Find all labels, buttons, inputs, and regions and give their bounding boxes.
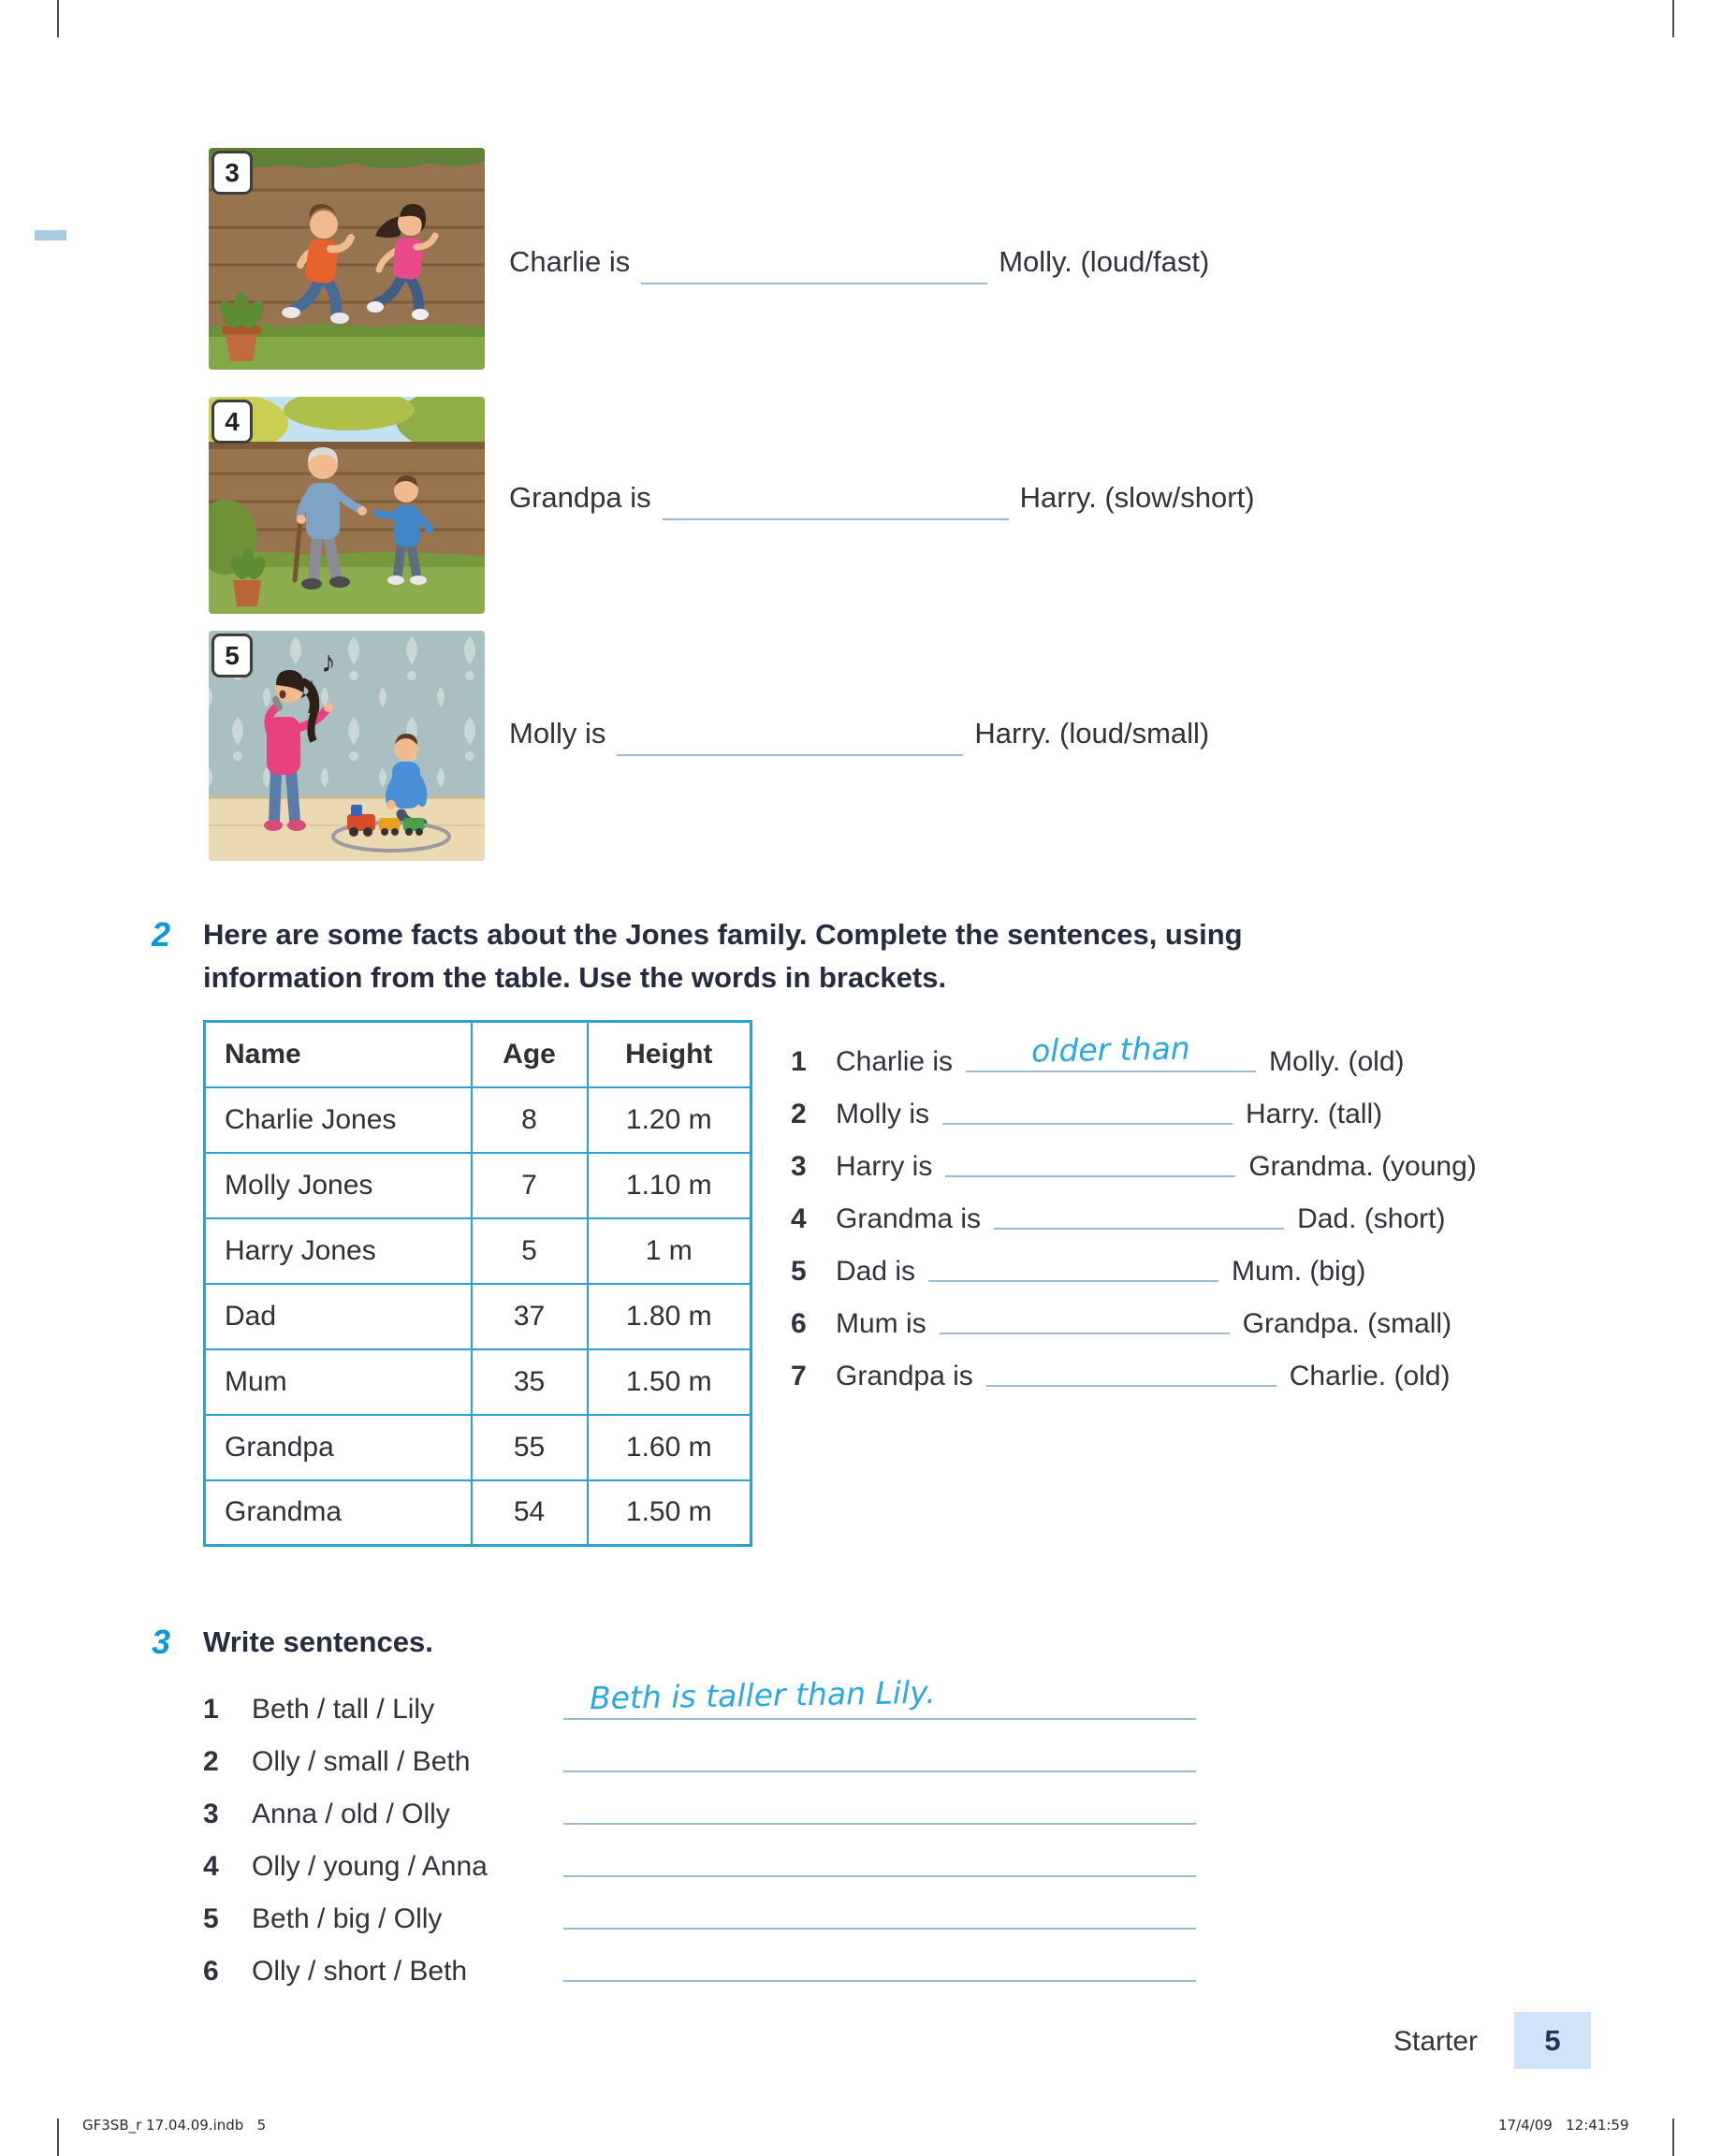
picture-5-number: 5	[225, 640, 240, 670]
item-number: 7	[791, 1361, 807, 1391]
sentence-after-text: Harry. (loud/small)	[974, 717, 1210, 750]
print-info-right: 17/4/09 12:41:59	[1498, 2117, 1629, 2134]
handwritten-answer: older than	[1030, 1029, 1191, 1070]
footer-section-label: Starter	[1393, 2026, 1478, 2057]
picture-5-sentence	[509, 717, 1209, 756]
exercise-2-number: 2	[152, 915, 171, 954]
answer-line-ex3-6[interactable]	[563, 1943, 1196, 1982]
exercise-3-item-1	[203, 1673, 1245, 1726]
picture-5-number-badge	[212, 634, 253, 677]
answer-line-ex3-2[interactable]	[563, 1733, 1196, 1772]
sentence-before-text: Molly is	[836, 1099, 930, 1129]
answer-blank-ex2-2[interactable]	[942, 1087, 1233, 1125]
crop-mark	[57, 0, 59, 37]
item-prompt: Olly / short / Beth	[252, 1956, 468, 1987]
picture-4-sentence	[509, 481, 1255, 520]
item-prompt: Beth / big / Olly	[252, 1903, 443, 1934]
exercise-2-sentences	[791, 1026, 1614, 1392]
picture-5-illustration	[209, 631, 485, 861]
item-number: 4	[791, 1203, 807, 1234]
item-number: 2	[203, 1746, 219, 1777]
answer-blank-ex2-5[interactable]	[928, 1245, 1218, 1282]
sentence-before-text: Harry is	[836, 1151, 933, 1182]
sentence-before-text: Dad is	[836, 1256, 916, 1287]
exercise-2-sentence-3	[791, 1130, 1614, 1183]
item-prompt: Olly / small / Beth	[252, 1746, 471, 1777]
exercise-3-item-3	[203, 1778, 1245, 1830]
exercise-3-item-6	[203, 1935, 1245, 1988]
exercise-2-sentence-6	[791, 1288, 1614, 1340]
item-number: 1	[203, 1694, 219, 1725]
item-number: 3	[791, 1151, 807, 1182]
exercise-2-header	[152, 913, 1243, 999]
handwritten-answer: Beth is taller than Lily.	[589, 1673, 936, 1717]
answer-blank-ex2-6[interactable]	[940, 1297, 1230, 1334]
sentence-after-text: Mum. (big)	[1232, 1256, 1366, 1287]
sentence-before-text: Charlie is	[509, 245, 631, 278]
crop-mark	[1672, 2119, 1674, 2156]
answer-line-ex3-1[interactable]	[563, 1673, 1196, 1720]
table-cell-name: Grandma	[205, 1480, 472, 1546]
table-cell-name: Grandpa	[205, 1415, 472, 1480]
item-prompt: Anna / old / Olly	[252, 1799, 450, 1829]
table-cell-age: 5	[472, 1218, 588, 1284]
exercise-2-sentence-2	[791, 1078, 1614, 1130]
margin-mark	[35, 230, 66, 240]
sentence-after-text: Molly. (loud/fast)	[999, 245, 1210, 278]
item-number: 4	[203, 1851, 219, 1882]
table-cell-height: 1.20 m	[588, 1087, 751, 1153]
sentence-after-text: Harry. (tall)	[1246, 1099, 1383, 1129]
exercise-3-item-4	[203, 1830, 1245, 1883]
item-prompt: Beth / tall / Lily	[252, 1694, 435, 1725]
answer-blank-picture-5[interactable]	[617, 722, 963, 756]
sentence-after-text: Harry. (slow/short)	[1019, 481, 1255, 514]
picture-4-number-badge	[212, 400, 253, 444]
picture-4-illustration	[209, 397, 485, 614]
table-header-age: Age	[472, 1022, 588, 1087]
table-cell-height: 1.10 m	[588, 1153, 751, 1218]
crop-mark	[1672, 0, 1674, 37]
answer-line-ex3-4[interactable]	[563, 1838, 1196, 1877]
exercise-2-instructions-line-1: Here are some facts about the Jones family. Complete the sentences, using	[203, 918, 1243, 951]
table-cell-height: 1.60 m	[588, 1415, 751, 1480]
sentence-before-text: Molly is	[509, 717, 606, 750]
table-row	[205, 1218, 751, 1284]
exercise-3-items	[203, 1673, 1245, 1988]
table-cell-age: 35	[472, 1349, 588, 1415]
exercise-3-item-2	[203, 1726, 1245, 1778]
exercise-2-sentence-4	[791, 1183, 1614, 1235]
table-cell-height: 1.50 m	[588, 1480, 751, 1546]
answer-blank-ex2-7[interactable]	[986, 1349, 1276, 1387]
exercise-3-item-5	[203, 1883, 1245, 1935]
picture-3-illustration	[209, 148, 485, 370]
music-note-icon: ♪	[321, 645, 336, 678]
sentence-before-text: Grandma is	[836, 1203, 982, 1234]
item-number: 1	[791, 1046, 807, 1077]
sentence-before-text: Charlie is	[836, 1046, 954, 1077]
table-row	[205, 1087, 751, 1153]
table-header-height: Height	[588, 1022, 751, 1087]
item-number: 6	[791, 1308, 807, 1339]
exercise-2-sentence-1	[791, 1026, 1614, 1078]
table-cell-name: Mum	[205, 1349, 472, 1415]
table-cell-name: Dad	[205, 1284, 472, 1349]
table-row	[205, 1349, 751, 1415]
table-row	[205, 1284, 751, 1349]
exercise-2-instructions-line-2: information from the table. Use the words in brackets.	[203, 961, 947, 994]
sentence-after-text: Molly. (old)	[1269, 1046, 1405, 1077]
exercise-2-sentence-5	[791, 1235, 1614, 1288]
answer-blank-ex2-1[interactable]	[966, 1029, 1256, 1072]
sentence-after-text: Grandpa. (small)	[1242, 1308, 1452, 1339]
answer-blank-ex2-3[interactable]	[945, 1140, 1235, 1177]
table-cell-age: 7	[472, 1153, 588, 1218]
sentence-after-text: Dad. (short)	[1297, 1203, 1446, 1234]
picture-3-sentence	[509, 245, 1209, 284]
picture-4-number: 4	[225, 406, 240, 436]
answer-blank-picture-4[interactable]	[663, 487, 1009, 520]
sentence-after-text: Grandma. (young)	[1248, 1151, 1477, 1182]
table-header-name: Name	[205, 1022, 472, 1087]
page-number-box	[1514, 2012, 1591, 2069]
answer-blank-ex2-4[interactable]	[994, 1192, 1284, 1230]
table-cell-height: 1.50 m	[588, 1349, 751, 1415]
item-number: 2	[791, 1099, 807, 1129]
picture-3-number-badge	[212, 151, 253, 195]
table-cell-age: 55	[472, 1415, 588, 1480]
item-number: 5	[791, 1256, 807, 1287]
table-header-row	[205, 1022, 751, 1087]
answer-blank-picture-3[interactable]	[641, 251, 987, 284]
table-cell-name: Molly Jones	[205, 1153, 472, 1218]
page-number: 5	[1544, 2023, 1561, 2057]
table-row	[205, 1480, 751, 1546]
sentence-before-text: Grandpa is	[836, 1361, 973, 1391]
item-prompt: Olly / young / Anna	[252, 1851, 488, 1882]
sentence-after-text: Charlie. (old)	[1289, 1361, 1451, 1391]
jones-family-table	[203, 1020, 752, 1547]
crop-mark	[57, 2119, 59, 2156]
table-cell-height: 1.80 m	[588, 1284, 751, 1349]
table-cell-age: 8	[472, 1087, 588, 1153]
exercise-3-number: 3	[152, 1623, 171, 1661]
sentence-before-text: Grandpa is	[509, 481, 651, 514]
table-row	[205, 1153, 751, 1218]
exercise-2-sentence-7	[791, 1340, 1614, 1392]
answer-line-ex3-3[interactable]	[563, 1785, 1196, 1825]
exercise-3-header	[152, 1621, 433, 1664]
item-number: 5	[203, 1903, 219, 1934]
print-info-left: GF3SB_r 17.04.09.indb 5	[82, 2117, 267, 2134]
table-cell-name: Harry Jones	[205, 1218, 472, 1284]
exercise-3-title: Write sentences.	[203, 1625, 433, 1658]
sentence-before-text: Mum is	[836, 1308, 926, 1339]
item-number: 3	[203, 1799, 219, 1829]
table-cell-age: 54	[472, 1480, 588, 1546]
picture-3-number: 3	[225, 157, 240, 187]
table-cell-age: 37	[472, 1284, 588, 1349]
item-number: 6	[203, 1956, 219, 1987]
table-row	[205, 1415, 751, 1480]
answer-line-ex3-5[interactable]	[563, 1890, 1196, 1930]
table-cell-name: Charlie Jones	[205, 1087, 472, 1153]
table-cell-height: 1 m	[588, 1218, 751, 1284]
